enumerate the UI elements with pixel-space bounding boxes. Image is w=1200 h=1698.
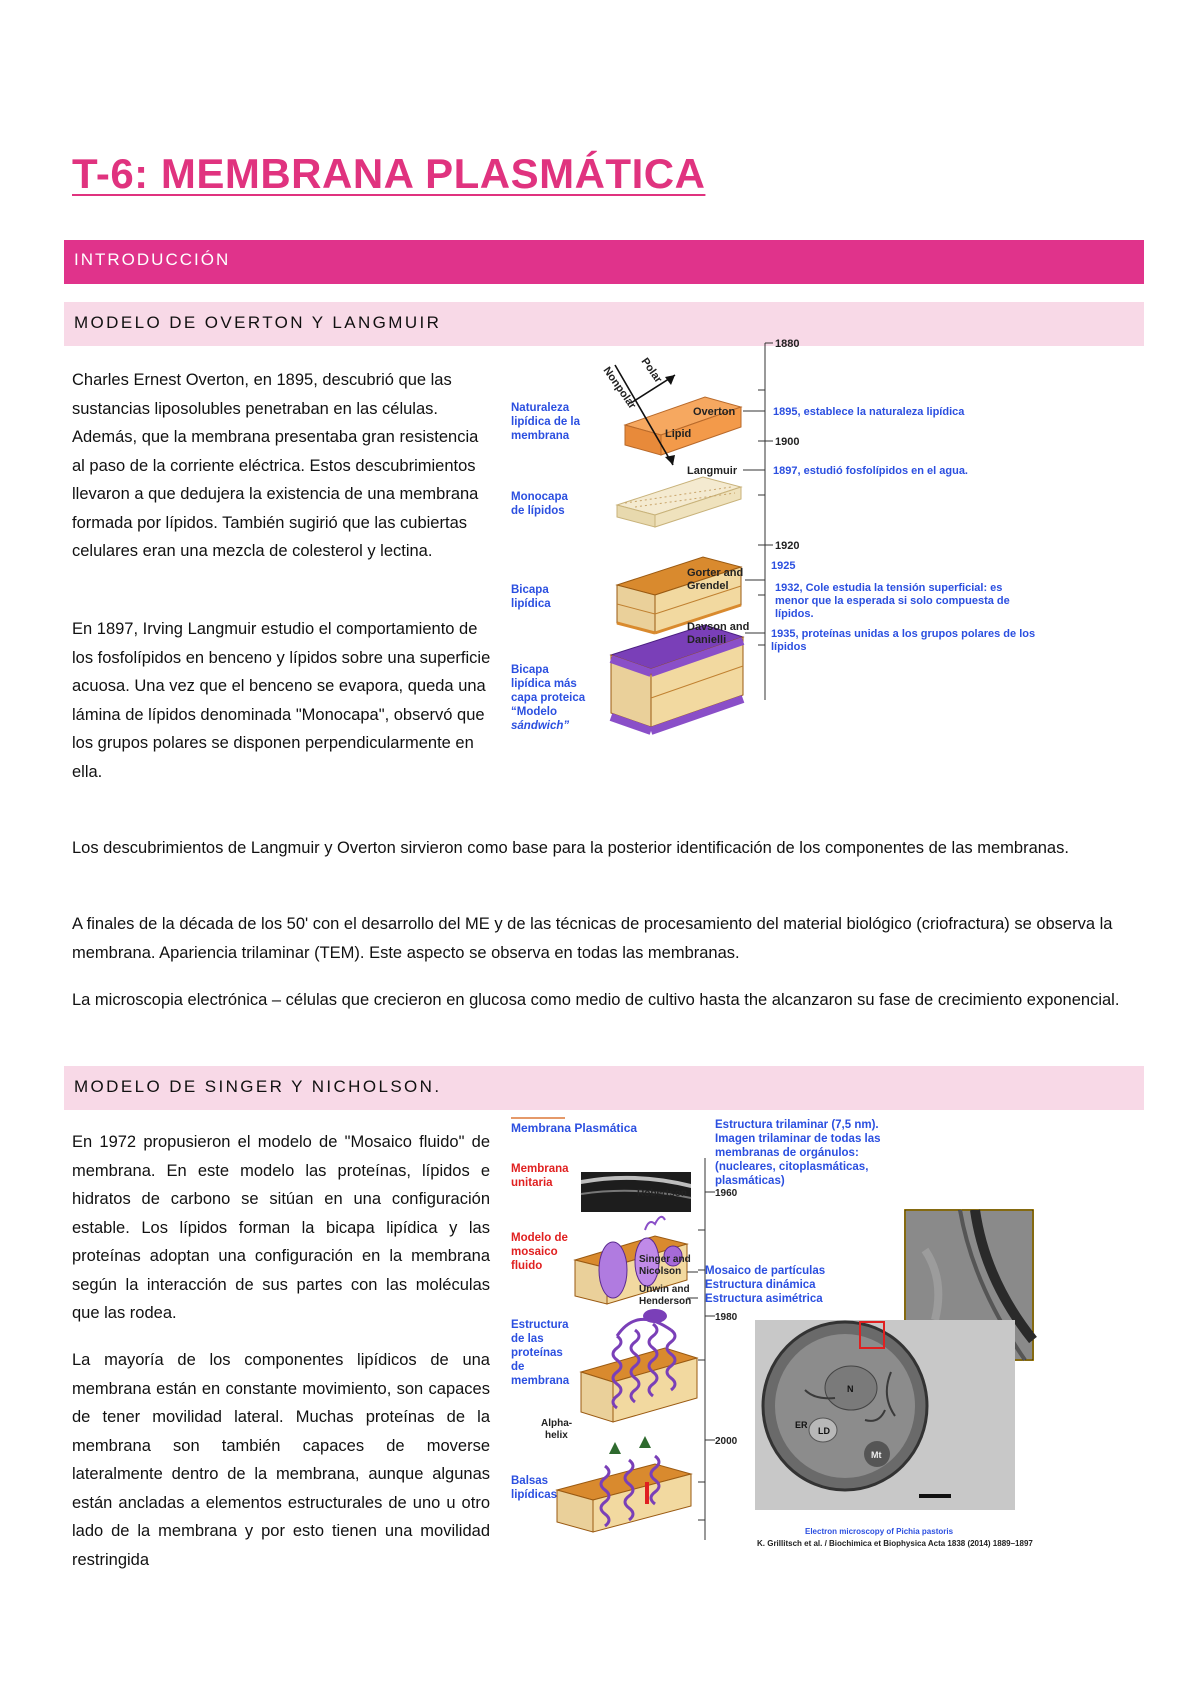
section-intro: INTRODUCCIÓN [64,240,1144,284]
fig1-label: lipídica más [511,678,577,690]
fig1-year: 1900 [775,436,800,448]
fig2-year: 1980 [715,1312,738,1323]
fig2-name: Robertson [637,1188,687,1199]
section-singer-nicholson: MODELO DE SINGER Y NICHOLSON. [64,1066,1144,1110]
yeast-cell-micrograph [755,1320,1015,1510]
fig2-year: 1960 [715,1188,738,1199]
fig2-year: 2000 [715,1436,738,1447]
figure-caption: Electron microscopy of Pichia pastoris [805,1527,954,1536]
fig1-label: lipídica de la [511,416,581,428]
fig1-event: menor que la esperada si solo compuesta de [775,595,1010,607]
fig2-note: Estructura asimétrica [705,1293,823,1305]
fig2-note: membranas de orgánulos: [715,1147,859,1159]
fig1-label: capa proteica [511,692,586,704]
fig1-event: 1935, proteínas unidas a los grupos polares de los [771,628,1036,640]
section-overton-langmuir: MODELO DE OVERTON Y LANGMUIR [64,302,1144,346]
fig1-year: 1920 [775,540,800,552]
paragraph-base-identification: Los descubrimientos de Langmuir y Overton sirvieron como base para la posterior identificación de los componentes de las membranas. [72,839,1069,857]
fig1-event: lípidos. [775,608,814,620]
fig1-name: Davson and [687,621,750,633]
fig1-name: Grendel [687,580,729,592]
fig1-event: 1897, estudió fosfolípidos en el agua. [773,465,968,477]
fig2-name: Singer and [639,1254,691,1265]
figure-fluid-mosaic [505,1110,1135,1570]
fig2-note: (nucleares, citoplasmáticas, [715,1161,869,1173]
fig1-event: 1895, establece la naturaleza lipídica [773,406,965,418]
fig2-label: lipídicas [511,1489,558,1501]
fig2-label: de [511,1361,525,1373]
fig2-label: membrana [511,1375,570,1387]
fig1-label: Bicapa [511,664,549,676]
cell-label-nucleus: N [847,1384,854,1394]
fig1-year: 1925 [771,560,796,572]
fig2-name: Unwin and [639,1284,690,1295]
figure-membrane-history [505,338,1135,765]
fig1-event: 1932, Cole estudia la tensión superficial: es [775,582,1003,594]
paragraph-fluid-mosaic: En 1972 propusieron el modelo de "Mosaico fluido" de membrana. En este modelo las proteínas, lípidos e hidratos de carbono se sitúan en una configuración estable. Los lípidos forman la bicapa lipídica y las proteínas adoptan una configuración en la membrana según la interacción de sus partes con las moléculas que las rodea. [72,1133,490,1322]
fig2-label: Membrana [511,1163,569,1175]
alpha-helix-label: helix [545,1430,568,1441]
paragraph-overton: Charles Ernest Overton, en 1895, descubrió que las sustancias liposolubles penetraban en las células. Además, que la membrana presentaba gran resistencia al paso de la corriente eléctrica. Estos descubrimientos llevaron a que dedujera la existencia de una membrana formada por lípidos. También sugirió que las cubiertas celulares eran una mezcla de colesterol y lectina. [72,371,479,560]
fig1-name: Danielli [687,634,727,646]
fig2-label: unitaria [511,1177,553,1189]
fig2-name: Henderson [639,1296,692,1307]
fig2-label: proteínas [511,1347,563,1359]
fig2-note: Estructura trilaminar (7,5 nm). [715,1119,879,1131]
fig2-note: Imagen trilaminar de todas las [715,1133,881,1145]
fig1-event: lípidos [771,641,807,653]
fig1-label: Bicapa [511,584,549,596]
fig1-name: Overton [693,406,736,418]
fig2-label: mosaico [511,1246,558,1258]
fig2-note: Estructura dinámica [705,1279,816,1291]
fig2-name: Nicolson [639,1266,682,1277]
fig2-timeline-axis [698,1158,715,1540]
fig1-label: lipídica [511,598,551,610]
fig1-name: Gorter and [687,567,744,579]
fig2-label: Balsas [511,1475,549,1487]
paragraph-lipid-mobility: La mayoría de los componentes lipídicos de una membrana están en constante movimiento, son capaces de tener movilidad lateral. Muchas proteínas de la membrana son también capaces de moverse lateralmente dentro de la membrana, aunque algunas están ancladas a elementos estructurales de uno u otro lado de la membrana y por esto tienen una movilidad restringida [72,1351,490,1569]
fig2-label: de las [511,1333,544,1345]
figure-citation: K. Grillitsch et al. / Biochimica et Biophysica Acta 1838 (2014) 1889–1897 [757,1539,1033,1548]
fig2-label: Estructura [511,1319,569,1331]
fig1-label: Naturaleza [511,402,570,414]
fig2-label: Modelo de [511,1232,568,1244]
fig1-label: Monocapa [511,491,568,503]
polar-label: Polar [638,355,665,386]
paragraph-langmuir: En 1897, Irving Langmuir estudio el comportamiento de los fosfolípidos en benceno y lípidos sobre una superficie acuosa. Una vez que el benceno se evapora, queda una lámina de lípidos denominada "Monocapa", observó que los grupos polares se disponen perpendicularmente en ella. [72,620,491,781]
cell-label-er: ER [795,1420,808,1430]
monolayer-illustration [617,477,741,527]
fig2-note: Mosaico de partículas [705,1265,826,1277]
fig1-label: membrana [511,430,570,442]
fig1-year: 1880 [775,338,800,350]
fig1-label: sándwich” [511,720,570,732]
timeline-axis [743,343,773,700]
page-title: T-6: MEMBRANA PLASMÁTICA [72,150,706,197]
fig2-note: plasmáticas) [715,1175,785,1187]
cell-label-ld: LD [818,1426,830,1436]
lipid-rafts-illustration [557,1436,691,1532]
fig1-name: Langmuir [687,465,738,477]
fig2-label: fluido [511,1260,543,1272]
fig2-header: Membrana Plasmática [511,1121,638,1135]
lipid-label: Lipid [665,428,692,440]
fig1-label: de lípidos [511,505,565,517]
cell-label-mt: Mt [871,1450,882,1460]
paragraph-electron-microscopy: La microscopia electrónica – células que crecieron en glucosa como medio de cultivo hasta the alcanzaron su fase de crecimiento exponencial. [72,991,1120,1009]
fig1-label: “Modelo [511,706,557,718]
nonpolar-label: Nonpolar [600,364,639,412]
alpha-helix-label: Alpha- [541,1418,573,1429]
paragraph-trilaminar: A finales de la década de los 50' con el desarrollo del ME y de las técnicas de procesamiento del material biológico (criofractura) se observa la membrana. Apariencia trilaminar (TEM). Este aspecto se observa en todas las membranas. [72,915,1113,962]
